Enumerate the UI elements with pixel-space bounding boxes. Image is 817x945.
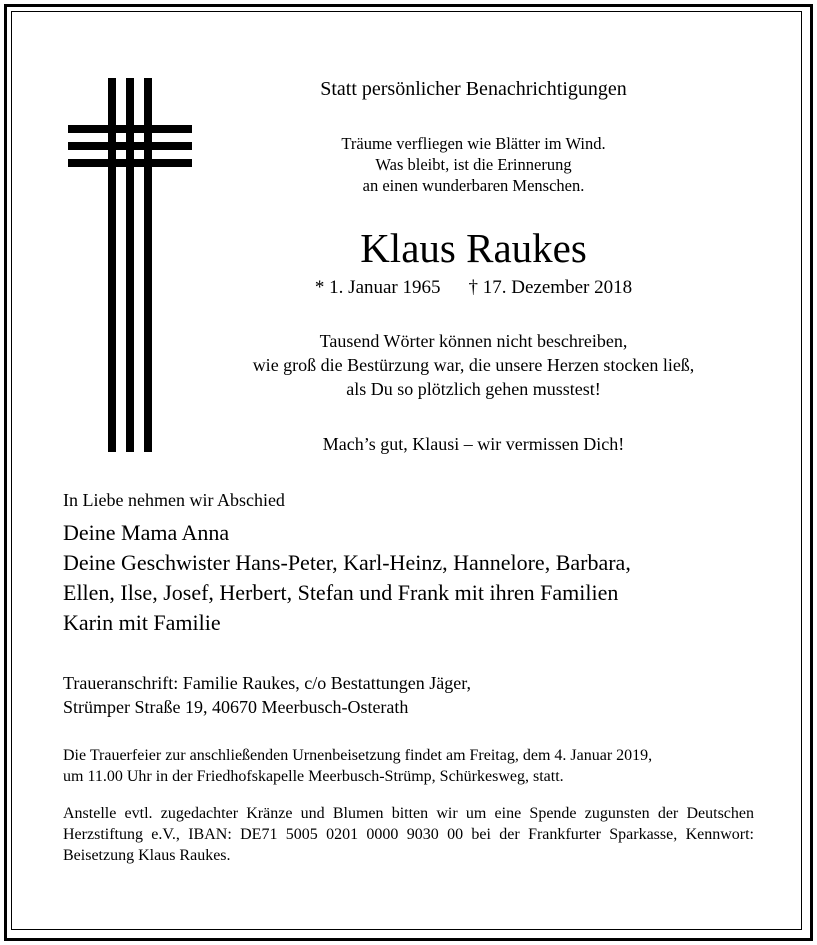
tribute-line: als Du so plötzlich gehen musstest! — [346, 379, 601, 399]
ceremony-info — [63, 745, 652, 787]
mourner-line: Deine Mama Anna — [63, 520, 230, 545]
tribute-line: wie groß die Bestürzung war, die unsere Herzen stocken ließ, — [252, 355, 695, 375]
ceremony-line: um 11.00 Uhr in der Friedhofskapelle Meerbusch-Strümp, Schürkesweg, statt. — [63, 768, 564, 785]
poem-line: Träume verfliegen wie Blätter im Wind. — [341, 134, 606, 153]
mourner-line: Deine Geschwister Hans-Peter, Karl-Heinz, Hannelore, Barbara, — [63, 550, 631, 575]
mourning-address — [63, 671, 471, 719]
mourner-line: Karin mit Familie — [63, 610, 221, 635]
mourners-list — [63, 518, 631, 638]
address-line: Strümper Straße 19, 40670 Meerbusch-Osterath — [63, 697, 409, 717]
poem-line: Was bleibt, ist die Erinnerung — [375, 155, 572, 174]
notice-header: Statt persönlicher Benachrichtigungen — [320, 78, 627, 100]
birth-date: * 1. Januar 1965 — [314, 277, 441, 298]
donation-note: Anstelle evtl. zugedachter Kränze und Blumen bitten wir um eine Spende zugunsten der Deutschen Herzstiftung e.V., IBAN: DE71 5005 0201 0000 9030 00 bei der Frankfurter Sparkasse, Kennwort: Beisetzung Klaus Raukes. — [63, 805, 754, 864]
mourners-intro: In Liebe nehmen wir Abschied — [63, 490, 285, 510]
deceased-name: Klaus Raukes — [360, 225, 587, 271]
mourner-line: Ellen, Ilse, Josef, Herbert, Stefan und Frank mit ihren Familien — [63, 580, 619, 605]
tribute-text — [195, 329, 752, 401]
address-line: Traueranschrift: Familie Raukes, c/o Bestattungen Jäger, — [63, 673, 472, 693]
poem — [195, 133, 752, 196]
life-dates — [195, 276, 752, 300]
farewell-line: Mach’s gut, Klausi – wir vermissen Dich! — [322, 434, 625, 454]
tribute-line: Tausend Wörter können nicht beschreiben, — [319, 331, 628, 351]
poem-line: an einen wunderbaren Menschen. — [362, 176, 585, 195]
ceremony-line: Die Trauerfeier zur anschließenden Urnenbeisetzung findet am Freitag, dem 4. Januar 2019, — [63, 747, 653, 764]
cross-icon — [68, 78, 192, 452]
death-date: † 17. Dezember 2018 — [468, 277, 633, 298]
